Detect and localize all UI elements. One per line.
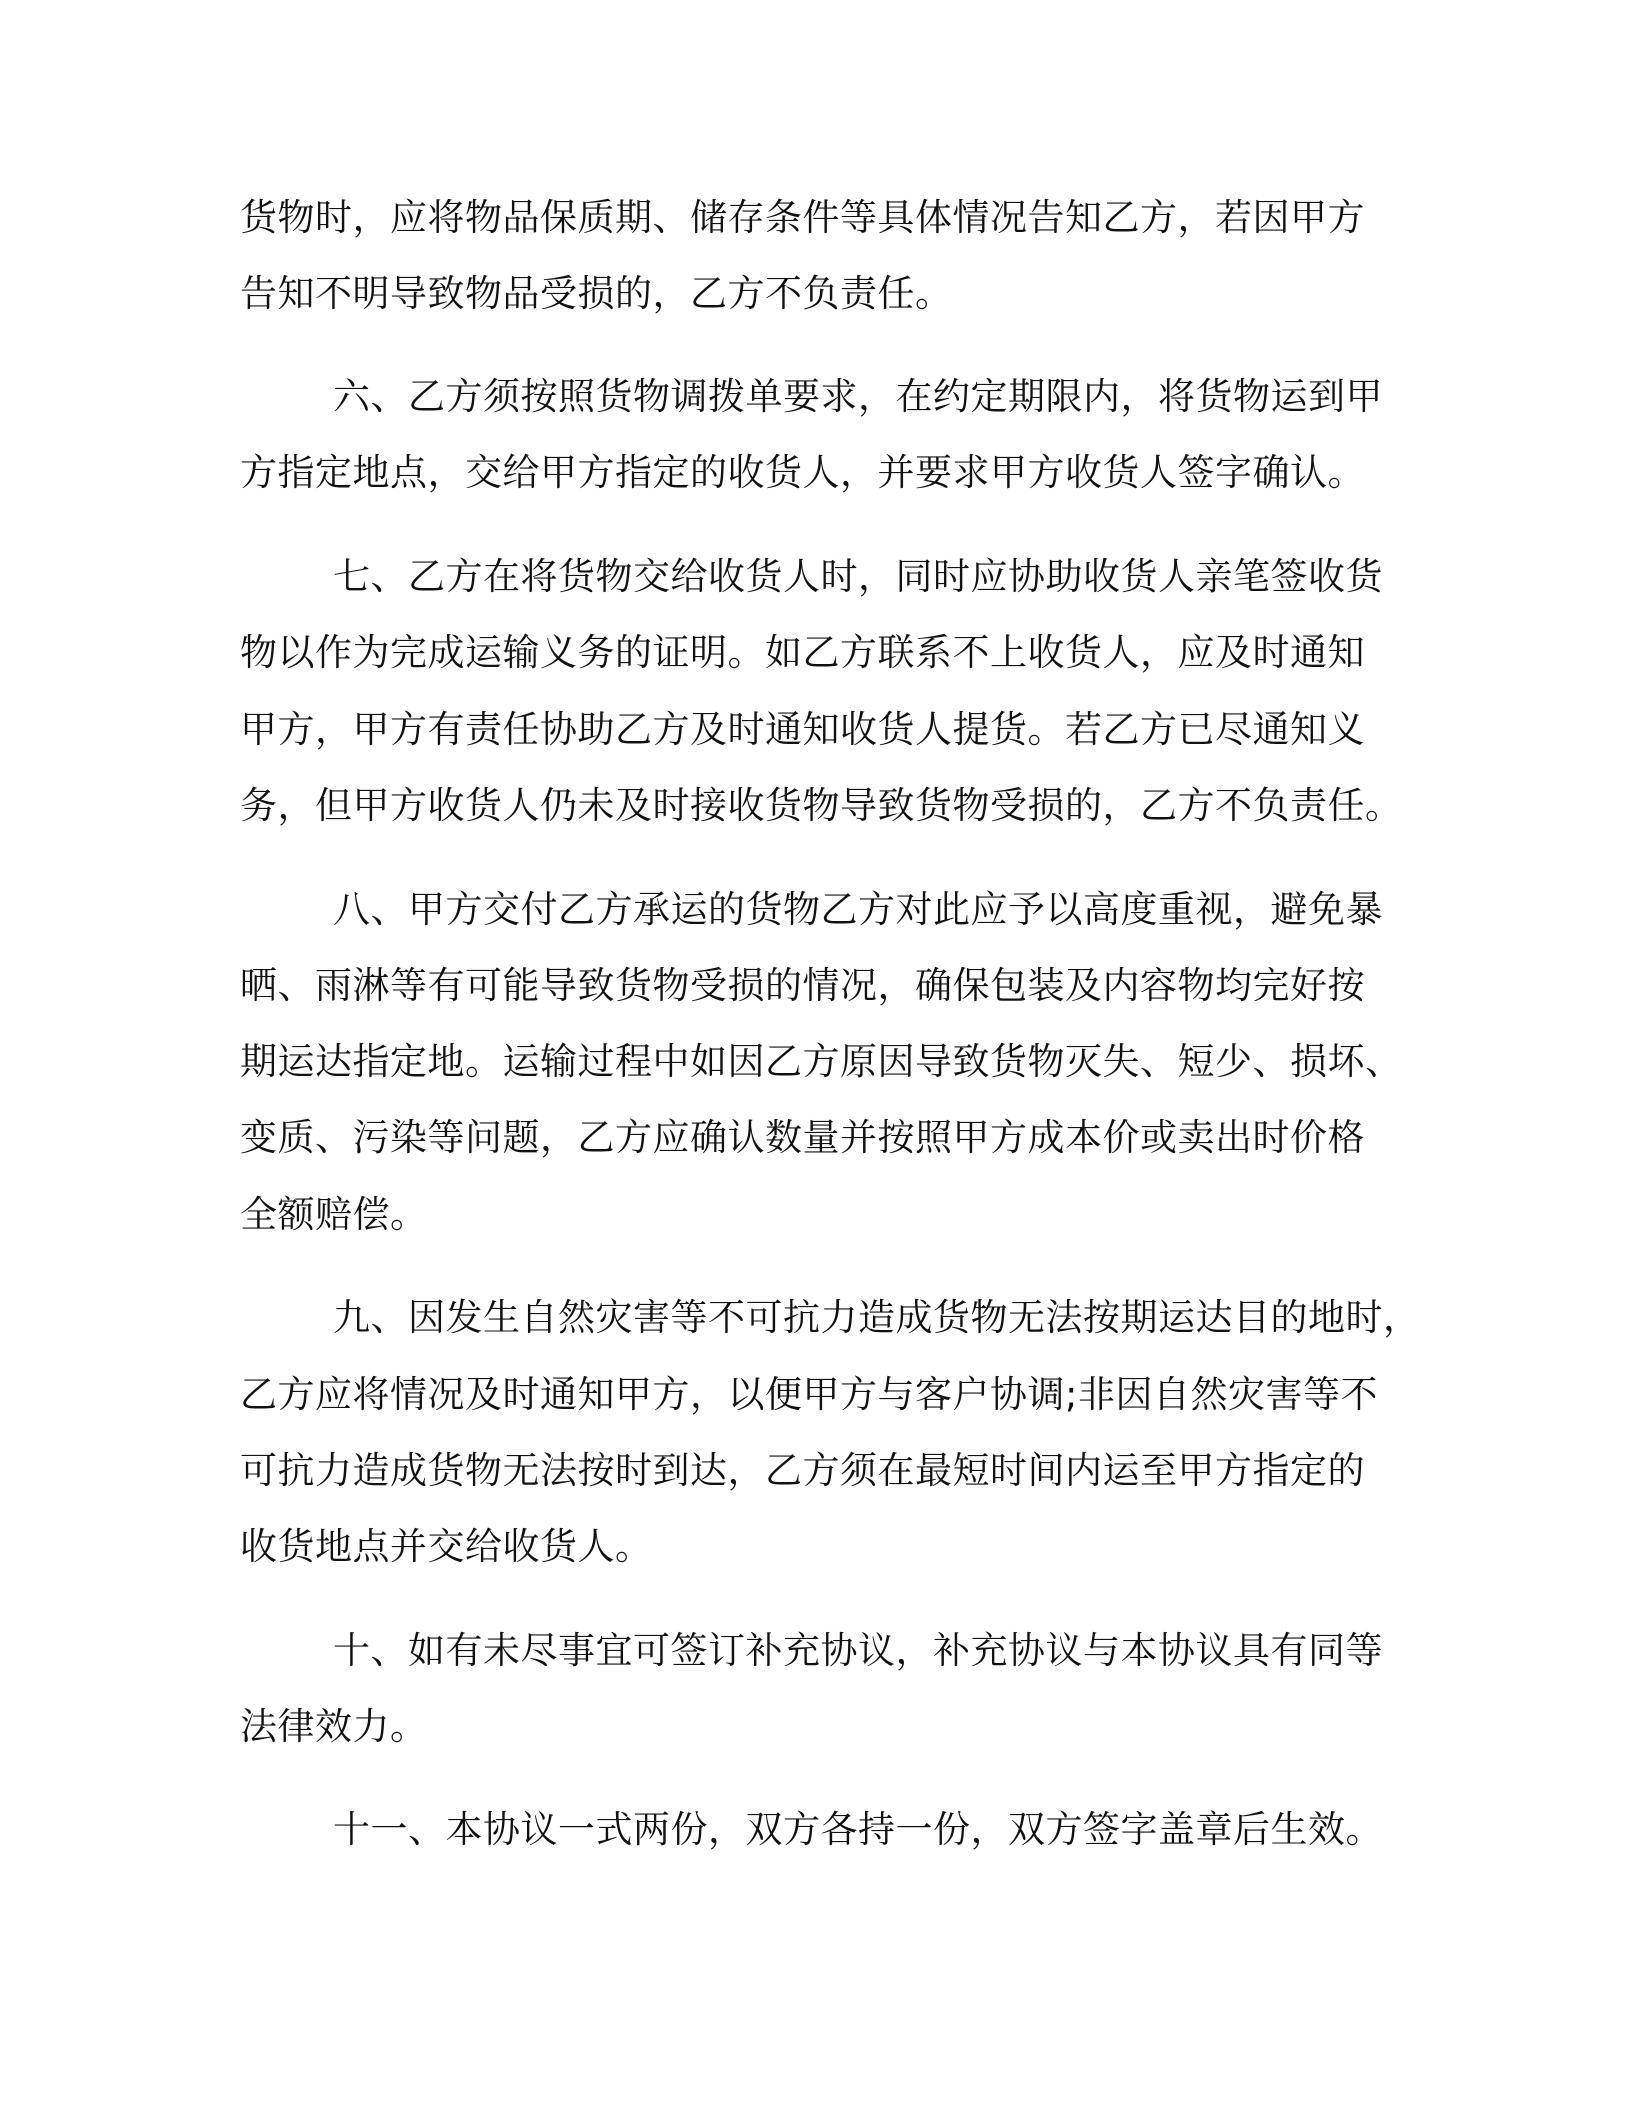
text-line: 晒、雨淋等有可能导致货物受损的情况，确保包装及内容物均完好按 xyxy=(240,964,1365,1007)
clause-6-line: 六、乙方须按照货物调拨单要求，在约定期限内，将货物运到甲 xyxy=(333,375,1383,418)
text-line: 收货地点并交给收货人。 xyxy=(240,1525,653,1568)
text-line: 物以作为完成运输义务的证明。如乙方联系不上收货人，应及时通知 xyxy=(240,631,1365,674)
text-line: 货物时，应将物品保质期、储存条件等具体情况告知乙方，若因甲方 xyxy=(240,196,1365,239)
text-line: 乙方应将情况及时通知甲方，以便甲方与客户协调;非因自然灾害等不 xyxy=(240,1373,1378,1416)
clause-7-line: 七、乙方在将货物交给收货人时，同时应协助收货人亲笔签收货 xyxy=(333,555,1383,598)
text-line: 全额赔偿。 xyxy=(240,1193,428,1236)
clause-11-line: 十一、本协议一式两份，双方各持一份，双方签字盖章后生效。 xyxy=(333,1808,1383,1851)
text-line: 期运达指定地。运输过程中如因乙方原因导致货物灭失、短少、损坏、 xyxy=(240,1040,1403,1083)
clause-10-line: 十、如有未尽事宜可签订补充协议，补充协议与本协议具有同等 xyxy=(333,1629,1383,1672)
text-line: 法律效力。 xyxy=(240,1705,428,1748)
text-line: 方指定地点，交给甲方指定的收货人，并要求甲方收货人签字确认。 xyxy=(240,451,1365,494)
text-line: 可抗力造成货物无法按时到达，乙方须在最短时间内运至甲方指定的 xyxy=(240,1449,1365,1492)
text-line: 变质、污染等问题，乙方应确认数量并按照甲方成本价或卖出时价格 xyxy=(240,1116,1365,1159)
text-line: 甲方，甲方有责任协助乙方及时通知收货人提货。若乙方已尽通知义 xyxy=(240,708,1365,751)
text-line: 告知不明导致物品受损的，乙方不负责任。 xyxy=(240,272,953,315)
text-line: 务，但甲方收货人仍未及时接收货物导致货物受损的，乙方不负责任。 xyxy=(240,784,1403,827)
clause-9-line: 九、因发生自然灾害等不可抗力造成货物无法按期运达目的地时， xyxy=(333,1296,1421,1339)
clause-8-line: 八、甲方交付乙方承运的货物乙方对此应予以高度重视，避免暴 xyxy=(333,888,1383,931)
